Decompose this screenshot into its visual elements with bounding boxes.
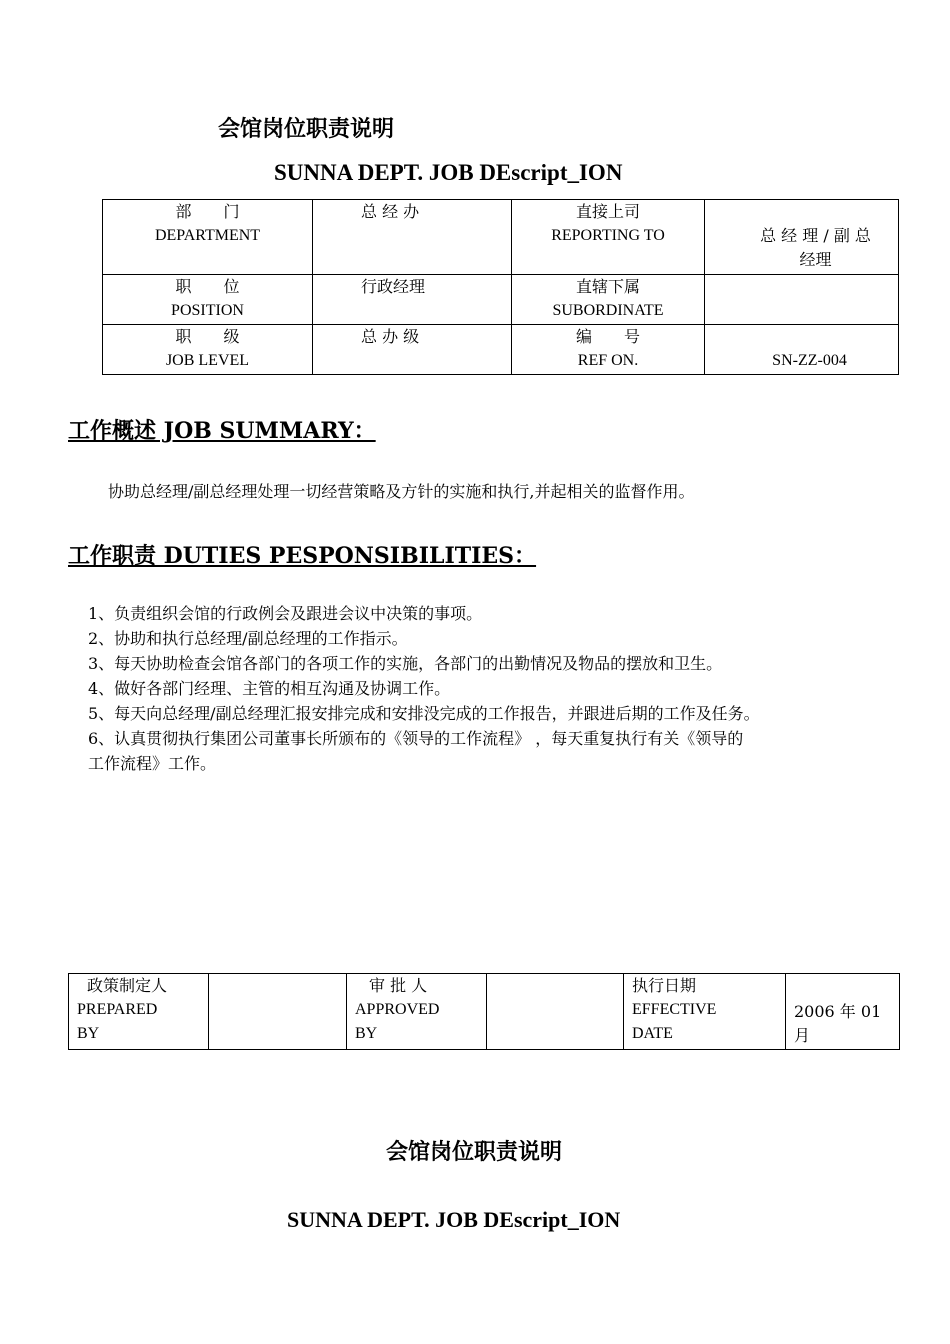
ref-label-cn: 编 号 (575, 327, 640, 346)
position-label-en: POSITION (171, 302, 244, 319)
level-value: 总 办 级 (313, 325, 512, 375)
next-page-title-cn: 会馆岗位职责说明 (386, 1139, 563, 1165)
reporting-label-cn: 直接上司 (575, 202, 640, 221)
prepared-value (209, 974, 347, 1050)
page-title-en: SUNNA DEPT. JOB DEscript_ION (274, 160, 623, 185)
position-value: 行政经理 (313, 275, 512, 325)
duty-item-1: 1、负责组织会馆的行政例会及跟进会议中决策的事项。 (88, 604, 483, 623)
summary-text: 协助总经理/副总经理处理一切经营策略及方针的实施和执行,并起相关的监督作用。 (108, 482, 695, 501)
reporting-label-en: REPORTING TO (551, 227, 665, 244)
department-label-en: DEPARTMENT (154, 227, 261, 244)
subordinate-label-en: SUBORDINATE (552, 302, 664, 319)
position-label-cn: 职 位 (175, 277, 240, 296)
effective-label-en-2: DATE (632, 1025, 673, 1042)
department-label-cell (103, 200, 313, 275)
prepared-label-en-1: PREPARED (77, 1001, 158, 1018)
duty-item-4: 4、做好各部门经理、主管的相互沟通及协调工作。 (88, 679, 451, 698)
approved-label-cell (347, 974, 487, 1050)
position-label-cell (103, 275, 313, 325)
duty-item-3: 3、每天协助检查会馆各部门的各项工作的实施，各部门的出勤情况及物品的摆放和卫生。 (88, 654, 723, 673)
approval-table (68, 973, 900, 1050)
level-label-cell (103, 325, 313, 375)
subordinate-value (705, 275, 899, 325)
effective-label-en-1: EFFECTIVE (632, 1001, 717, 1018)
approved-label-en-1: APPROVED (355, 1001, 440, 1018)
duty-item-5: 5、每天向总经理/副总经理汇报安排完成和安排没完成的工作报告，并跟进后期的工作及任务。 (88, 704, 760, 723)
prepared-label-en-2: BY (77, 1025, 100, 1042)
department-label-cn: 部 门 (175, 202, 240, 221)
approved-value (487, 974, 624, 1050)
ref-value: SN-ZZ-004 (705, 325, 899, 375)
effective-value-line-2: 月 (794, 1026, 811, 1045)
effective-label-cn: 执行日期 (632, 976, 697, 995)
job-info-table (102, 199, 899, 375)
effective-value-cell (786, 974, 900, 1050)
department-value: 总 经 办 (313, 200, 512, 275)
approved-label-en-2: BY (355, 1025, 378, 1042)
approved-label-cn: 审 批 人 (369, 976, 428, 995)
level-label-en: JOB LEVEL (165, 352, 250, 369)
duty-item-2: 2、协助和执行总经理/副总经理的工作指示。 (88, 629, 408, 648)
reporting-value: 总 经 理 / 副 总 经理 (705, 200, 899, 275)
level-label-cn: 职 级 (175, 327, 240, 346)
subordinate-label-cell (512, 275, 705, 325)
duties-list (88, 601, 888, 776)
reporting-label-cell (512, 200, 705, 275)
prepared-label-cell (69, 974, 209, 1050)
prepared-label-cn: 政策制定人 (87, 976, 168, 995)
duties-heading: 工作职责 DUTIES PESPONSIBILITIES： (68, 543, 537, 569)
summary-heading: 工作概述 JOB SUMMARY： (68, 418, 376, 444)
duty-item-6-continued: 工作流程》工作。 (88, 754, 217, 773)
ref-label-cell (512, 325, 705, 375)
next-page-title-en: SUNNA DEPT. JOB DEscript_ION (287, 1207, 621, 1232)
subordinate-label-cn: 直辖下属 (575, 277, 640, 296)
ref-label-en: REF ON. (577, 352, 639, 369)
effective-value-line-1: 2006 年 01 (794, 1002, 882, 1021)
page-title-cn: 会馆岗位职责说明 (218, 116, 395, 142)
effective-label-cell (624, 974, 786, 1050)
duty-item-6: 6、认真贯彻执行集团公司董事长所颁布的《领导的工作流程》 ，每天重复执行有关《领导的 (88, 729, 744, 748)
